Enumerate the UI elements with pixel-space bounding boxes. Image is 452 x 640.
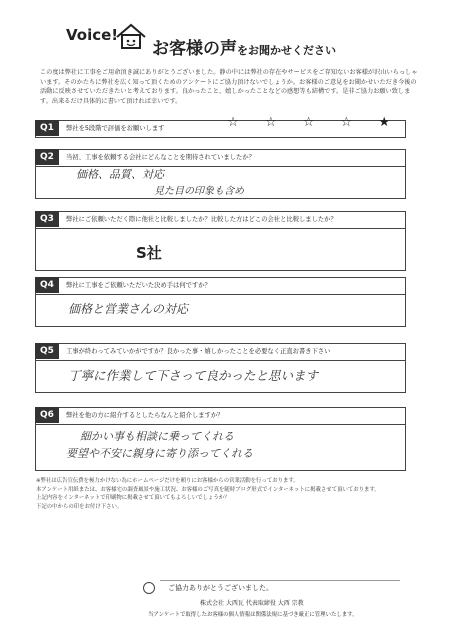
question-q4 (35, 277, 406, 327)
house-icon (114, 22, 148, 50)
question-number: Q1 (35, 120, 59, 136)
answer-text: 価格と営業さんの対応 (68, 302, 189, 316)
question-text: 工事が終わってみていかがですか？良かった事・嬉しかったことを必要なく正直お書き下さい (66, 348, 331, 355)
question-text: 当初、工事を依頼する会社にどんなことを期待されていましたか？ (66, 154, 255, 161)
question-number: Q4 (35, 277, 59, 293)
question-q3 (35, 211, 406, 271)
note-line: 上記内容をインターネットで印刷物に掲載させて頂いてもよろしいでしょうか？ (36, 495, 230, 502)
note-line: ※弊社は広告宣伝費を極力かけない為にホームページだけを頼りにお客様からの営業活動を行っております。 (36, 478, 299, 484)
question-number: Q6 (35, 407, 59, 423)
question-text: 弊社に工事をご依頼いただいた決め手は何ですか？ (66, 282, 211, 289)
intro-text: この度は弊社に工事をご用命頂き誠にありがとうございました。静の中には弊社の存在やサービスをご存知ないお客様が沢山いらっしゃいます。そのかたちに弊社を広く知って頂くためのアンケートにご協力頂けないでしょうか。お客様のご意見をお聞かせいただき今後の活動に反映させていただきたいと考えております。良かったこと、嬉しかったことなどの感想等も結構です。是非ご協力お願い致します。出来るだけ具体的に書いて頂ければ幸いです。 (40, 69, 418, 105)
privacy-note: 当アンケートで取得したお客様の個人情報は関係法規に基づき厳正に管理いたします。 (148, 612, 358, 618)
question-number: Q5 (35, 343, 59, 359)
answer-text: S社 (136, 244, 162, 262)
footer-divider (160, 580, 400, 581)
page-title (152, 34, 336, 59)
note-line: 下記の中からの印をお付け下さい。 (36, 503, 123, 510)
question-text: 弊社にご依頼いただく際に他社と比較しましたか？比較した方はどこの会社と比較しましたか？ (66, 216, 337, 223)
thanks-text: ご協力ありがとうございました。 (168, 584, 273, 592)
answer-line-2: 要望や不安に親身に寄り添ってくれる (66, 447, 253, 460)
question-number: Q3 (35, 211, 59, 227)
logo-text: Voice! (66, 26, 119, 44)
title-main: お客様の声 (152, 39, 237, 59)
answer-line-1: 価格、品質、対応 (76, 168, 164, 181)
voice-logo (66, 22, 152, 74)
title-tail: をお聞かせください (237, 44, 336, 57)
smile-icon (143, 582, 155, 594)
question-q1 (35, 115, 406, 138)
question-q5 (35, 343, 406, 393)
answer-line-2: 見た目の印象も含め (154, 186, 244, 197)
rating-stars: ☆ ☆ ☆ ☆ ★ (227, 115, 401, 130)
question-q2 (35, 149, 406, 199)
note-line: 本アンケート用紙または、お客様宅の調査風景や施工状況、お客様のご写真を随時ブログ形式でインターネットに掲載させて頂いております。 (36, 486, 380, 493)
publication-notes (36, 477, 416, 511)
company-name: 株式会社 大西瓦 代表取締役 大西 宗教 (200, 600, 304, 607)
question-text: 弊社を5段階で評価をお願いします (66, 125, 165, 132)
question-q6 (35, 407, 406, 471)
answer-line-1: 細かい事も相談に乗ってくれる (80, 430, 234, 443)
question-text: 弊社を他の方に紹介するとしたらなんと紹介しますか？ (66, 412, 224, 419)
answer-text: 丁寧に作業して下さって良かったと思います (68, 368, 319, 383)
question-number: Q2 (35, 149, 59, 165)
